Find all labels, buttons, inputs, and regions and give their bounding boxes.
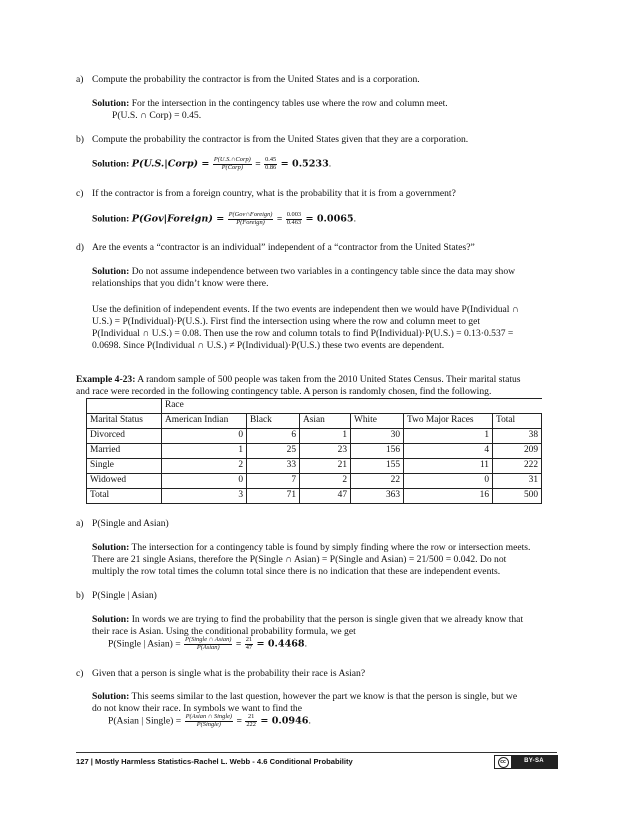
result-value: = 0.0065 [305,213,354,225]
solution-text: U.S.) = P(Individual)·P(U.S.). First find the intersection using where the row and column meet to get [92,315,481,327]
question-label: c) [76,188,84,199]
contingency-table [86,398,542,504]
solution-a-line2: P(U.S. ∩ Corp) = 0.45. [112,110,202,121]
table-cell: 6 [247,429,300,444]
column-header: Total [493,414,542,429]
table-cell: 3 [162,489,247,504]
solution-d-p2 [92,304,558,352]
period: . [308,715,311,727]
solution-text: do not know their race. In symbols we want to find the [92,702,302,714]
column-header: Asian [300,414,351,429]
formula-lhs: P(Single | Asian) = [108,638,181,650]
solution-text: The intersection for a contingency table is found by simply finding where the row or intersection meets. [129,542,531,553]
equals-sign: = [255,158,261,170]
column-header: American Indian [162,414,247,429]
table-cell: 500 [493,489,542,504]
solution-label: Solution: [92,542,130,553]
fraction-numeric: $\frac{21}{47}$ [245,636,253,651]
table-header-row [87,414,542,429]
result-value: = 0.0946 [260,715,309,727]
table-cell: 25 [247,444,300,459]
equals-sign: = [236,715,242,727]
question-text: P(Single | Asian) [92,590,157,601]
fraction-numeric: $\frac{0.003}{0.463}$ [286,211,302,226]
question-text: If the contractor is from a foreign country, what is the probability that it is from a government? [92,188,456,199]
table-cell: 0 [404,474,493,489]
example-c-formula [108,714,311,728]
table-cell: 0 [162,474,247,489]
solution-text: This seems similar to the last question, however the part we know is that the person is single, but we [129,691,518,702]
table-cell: 156 [351,444,404,459]
solution-text: Do not assume independence between two variables in a contingency table since the data may show [129,266,516,277]
table-cell: 2 [300,474,351,489]
table-cell: 33 [247,459,300,474]
solution-text: There are 21 single Asians, therefore the P(Single ∩ Asian) = P(Single and Asian) = 21/500 = 0.042. Do not [92,553,507,565]
question-text: Given that a person is single what is the probability their race is Asian? [92,668,366,679]
table-cell: 0 [162,429,247,444]
solution-c [92,212,558,226]
table-cell: 11 [404,459,493,474]
example-b-formula [108,637,307,651]
table-cell: 7 [247,474,300,489]
solution-b [92,157,558,171]
table-cell: 1 [300,429,351,444]
table-cell: 71 [247,489,300,504]
table-cell: 22 [351,474,404,489]
table-cell: 21 [300,459,351,474]
question-text: Compute the probability the contractor is from the United States and is a corporation. [92,74,420,85]
solution-label: Solution: [92,614,130,625]
equals-sign: = [276,213,283,225]
solution-a [92,98,558,110]
cc-icon: cc [495,756,511,768]
table-cell: 1 [404,429,493,444]
solution-label: Solution: [92,691,130,702]
table-cell: 47 [300,489,351,504]
solution-text: For the intersection in the contingency tables use where the row and column meet. [129,98,448,109]
solution-text: relationships that you didn’t know were there. [92,277,269,289]
row-label: Single [87,459,162,474]
formula-lhs: P(Gov|Foreign) = [131,213,225,225]
solution-text: P(Individual ∩ U.S.) = 0.08. Then use the row and column totals to find P(Individual)·P(U.S.) = 0.13·0.537 = [92,327,514,339]
example-solution-a [92,542,558,578]
table-row [87,444,542,459]
cc-license-badge [494,755,558,769]
question-text: P(Single and Asian) [92,518,169,529]
table-cell-empty [87,399,162,414]
example-title: Example 4-23: [76,374,136,385]
table-cell: 38 [493,429,542,444]
period: . [304,638,308,650]
fraction-symbolic: $\frac{\text{P(U.S.∩Corp)}}{\text{P(Corp)}}$ [213,156,251,171]
solution-text: 0.0698. Since P(Individual ∩ U.S.) ≠ P(Individual)·P(U.S.) these two events are dependent. [92,339,445,351]
table-cell: 1 [162,444,247,459]
period: . [328,158,332,170]
table-cell: 30 [351,429,404,444]
table-cell: 2 [162,459,247,474]
solution-text: their race is Asian. Using the conditional probability formula, we get [92,625,356,637]
fraction-symbolic: $\frac{\text{P(Gov∩Foreign)}}{\text{P(Foreign)}}$ [228,211,273,226]
example-text: A random sample of 500 people was taken from the 2010 United States Census. Their marital status [135,374,521,385]
solution-text: Use the definition of independent events. If the two events are independent then we would have P(Individual ∩ [92,304,519,315]
equals-sign: = [235,638,242,650]
fraction-numeric: $\frac{21}{222}$ [246,713,256,728]
solution-label: Solution: [92,158,130,170]
row-label: Married [87,444,162,459]
solution-d-p1 [92,266,558,290]
table-cell: 222 [493,459,542,474]
page-footer: 127 | Mostly Harmless Statistics-Rachel L. Webb - 4.6 Conditional Probability [76,757,353,766]
solution-label: Solution: [92,266,130,277]
question-label: a) [76,74,84,85]
footer-divider [76,752,557,753]
question-label: c) [76,668,84,679]
column-header: Two Major Races [404,414,493,429]
table-cell: 155 [351,459,404,474]
row-label: Divorced [87,429,162,444]
example-solution-b [92,614,558,638]
formula-lhs: P(Asian | Single) = [108,715,182,727]
table-row [87,459,542,474]
table-cell: 31 [493,474,542,489]
fraction-symbolic: $\frac{\text{P(Asian ∩ Single)}}{\text{P(Single)}}$ [185,713,233,728]
question-label: a) [76,518,84,529]
table-cell: 209 [493,444,542,459]
example-solution-c [92,691,558,715]
solution-text: multiply the row total times the column total since there is no indication that these are independent events. [92,565,501,577]
table-row [87,429,542,444]
table-cell: 23 [300,444,351,459]
question-text: Are the events a “contractor is an individual” independent of a “contractor from the United States?” [92,242,475,253]
fraction-numeric: $\frac{0.45}{0.86}$ [265,156,277,171]
solution-label: Solution: [92,213,130,225]
formula-lhs: P(U.S.|Corp) = [131,158,210,170]
table-cell: 363 [351,489,404,504]
question-label: b) [76,134,84,145]
period: . [353,213,357,225]
solution-label: Solution: [92,98,130,109]
question-label: d) [76,242,84,253]
table-total-row [87,489,542,504]
fraction-symbolic: $\frac{\text{P(Single ∩ Asian)}}{\text{P(Asian)}}$ [185,636,232,651]
column-header: Marital Status [87,414,162,429]
example-intro [76,374,560,398]
result-value: = 0.4468 [256,638,305,650]
table-cell: 4 [404,444,493,459]
question-text: Compute the probability the contractor is from the United States given that they are a corporation. [92,134,469,145]
row-label: Total [87,489,162,504]
example-text: and race were recorded in the following contingency table. A person is randomly chosen, find the following. [76,385,492,397]
license-text: BY-SA [511,756,557,768]
row-label: Widowed [87,474,162,489]
table-row [87,474,542,489]
solution-text: In words we are trying to find the probability that the person is single given that we already know that [129,614,524,625]
table-race-header-row [87,399,542,414]
column-header: White [351,414,404,429]
column-header: Black [247,414,300,429]
race-header: Race [162,399,542,414]
question-label: b) [76,590,84,601]
table-cell: 16 [404,489,493,504]
result-value: = 0.5233 [280,158,329,170]
